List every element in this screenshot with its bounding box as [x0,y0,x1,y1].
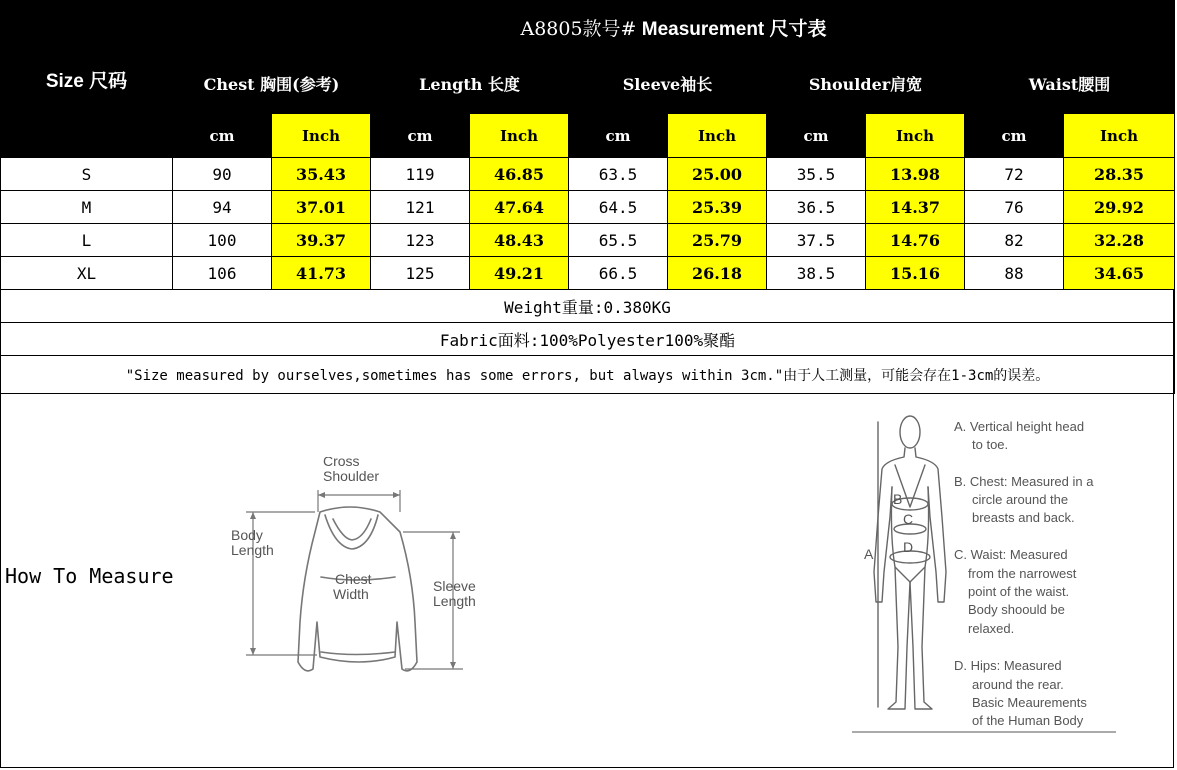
note-a-line1: A. Vertical height head [954,419,1085,434]
sleeve-inch: 25.79 [668,224,767,257]
body-marker-d: D [903,539,914,555]
chest-width-label-1: Chest [335,571,372,587]
note-c-line1: C. Waist: Measured [954,547,1068,562]
group-length: Length 长度 [371,54,569,114]
note-d-line3: Basic Meaurements [972,695,1087,710]
unit-cm: cm [767,114,866,158]
note-c-line2: from the narrowest [968,566,1077,581]
waist-inch: 28.35 [1064,158,1175,191]
body-measurement-diagram [850,407,1130,737]
length-inch: 47.64 [470,191,569,224]
body-marker-a: A [864,546,874,562]
unit-inch: Inch [470,114,569,158]
shoulder-inch: 15.16 [866,257,965,290]
unit-inch: Inch [272,114,371,158]
unit-cm: cm [569,114,668,158]
shoulder-cm: 38.5 [767,257,866,290]
note-c-line4: Body shoould be [968,602,1065,617]
waist-inch: 32.28 [1064,224,1175,257]
chest-inch: 35.43 [272,158,371,191]
waist-inch: 29.92 [1064,191,1175,224]
fabric-row: Fabric面料:100%Polyester100%聚酯 [1,323,1175,356]
shoulder-inch: 14.76 [866,224,965,257]
note-c-line5: relaxed. [968,621,1015,636]
note-d-line1: D. Hips: Measured [954,658,1062,673]
note-a-line2: to toe. [972,437,1009,452]
table-row [1,191,1175,224]
note-b-line2: circle around the [972,492,1069,507]
sleeve-inch: 26.18 [668,257,767,290]
chest-width-label-2: Width [333,586,369,602]
table-row [1,224,1175,257]
size-label: L [1,224,173,257]
chest-inch: 37.01 [272,191,371,224]
sleeve-cm: 65.5 [569,224,668,257]
garment-diagram [225,457,495,692]
cross-shoulder-label-2: Shoulder [323,468,380,484]
unit-inch: Inch [866,114,965,158]
chest-cm: 90 [173,158,272,191]
waist-cm: 82 [965,224,1064,257]
note-b-line1: B. Chest: Measured in a [954,474,1094,489]
table-row [1,158,1175,191]
shoulder-cm: 35.5 [767,158,866,191]
waist-cm: 76 [965,191,1064,224]
sleeve-length-label-1: Sleeve [433,578,476,594]
note-d-line4: of the Human Body [972,713,1084,728]
unit-cm: cm [173,114,272,158]
length-cm: 123 [371,224,470,257]
chest-cm: 100 [173,224,272,257]
disclaimer-row: "Size measured by ourselves,sometimes has some errors, but always within 3cm."由于人工测量，可能会存在1-3cm的误差。 [1,356,1175,394]
sleeve-cm: 66.5 [569,257,668,290]
body-marker-c: C [903,511,914,527]
shoulder-inch: 14.37 [866,191,965,224]
sleeve-length-label-2: Length [433,593,476,609]
unit-cm: cm [371,114,470,158]
waist-inch: 34.65 [1064,257,1175,290]
size-label: S [1,158,173,191]
table-row [1,257,1175,290]
size-label: XL [1,257,173,290]
unit-inch: Inch [668,114,767,158]
group-chest: Chest 胸围(参考) [173,54,371,114]
chest-inch: 39.37 [272,224,371,257]
size-label: M [1,191,173,224]
note-d-line2: around the rear. [972,677,1064,692]
body-length-label-1: Body [231,527,263,543]
length-inch: 48.43 [470,224,569,257]
unit-inch: Inch [1064,114,1175,158]
group-shoulder: Shoulder肩宽 [767,54,965,114]
style-code: A8805款号# [520,17,637,40]
sleeve-cm: 63.5 [569,158,668,191]
group-waist: Waist腰围 [965,54,1175,114]
how-to-measure-section [0,392,1174,768]
chest-inch: 41.73 [272,257,371,290]
size-header: Size 尺码 [1,1,173,158]
length-cm: 125 [371,257,470,290]
waist-cm: 88 [965,257,1064,290]
sleeve-inch: 25.39 [668,191,767,224]
body-length-label-2: Length [231,542,274,558]
shoulder-cm: 36.5 [767,191,866,224]
shoulder-inch: 13.98 [866,158,965,191]
length-cm: 121 [371,191,470,224]
unit-cm: cm [965,114,1064,158]
chart-title-text: Measurement 尺寸表 [641,18,827,40]
note-c-line3: point of the waist. [968,584,1070,599]
length-inch: 49.21 [470,257,569,290]
shoulder-cm: 37.5 [767,224,866,257]
group-sleeve: Sleeve袖长 [569,54,767,114]
length-inch: 46.85 [470,158,569,191]
sleeve-inch: 25.00 [668,158,767,191]
weight-row: Weight重量:0.380KG [1,290,1175,323]
cross-shoulder-label-1: Cross [323,457,360,469]
body-marker-b: B [893,491,903,507]
waist-cm: 72 [965,158,1064,191]
chest-cm: 94 [173,191,272,224]
chest-cm: 106 [173,257,272,290]
chart-title [173,1,1175,54]
note-b-line3: breasts and back. [972,510,1075,525]
length-cm: 119 [371,158,470,191]
how-to-measure-label: How To Measure [5,564,174,588]
sleeve-cm: 64.5 [569,191,668,224]
